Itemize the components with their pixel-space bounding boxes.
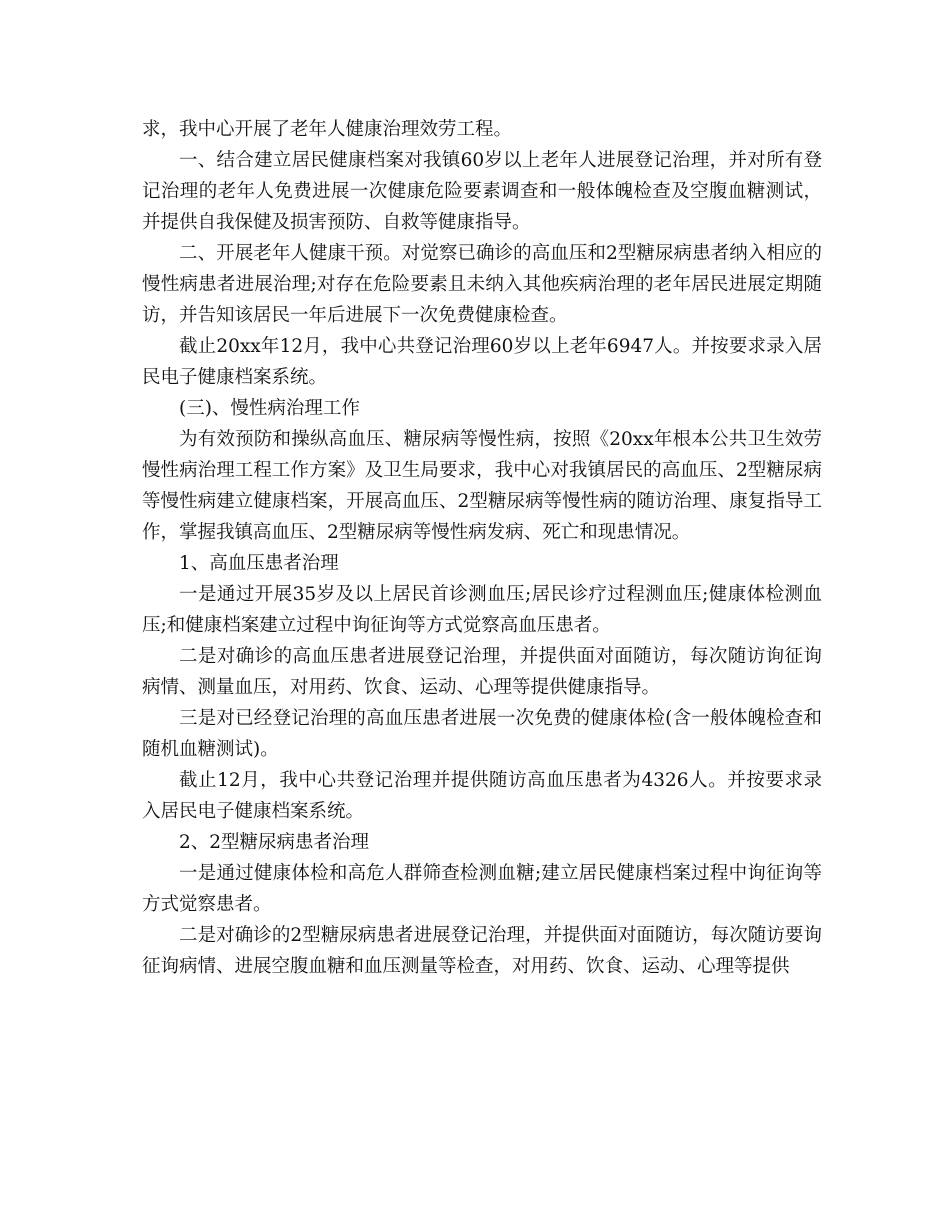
document-page xyxy=(142,114,822,982)
paragraph-8: 一是通过开展35岁及以上居民首诊测血压;居民诊疗过程测血压;健康体检测血压;和健康档案建立过程中询征询等方式觉察高血压患者。 xyxy=(142,584,822,636)
paragraph-4: 截止20xx年12月，我中心共登记治理60岁以上老年6947人。并按要求录入居民电子健康档案系统。 xyxy=(142,336,822,388)
paragraph-13: 一是通过健康体检和高危人群筛查检测血糖;建立居民健康档案过程中询征询等方式觉察患者。 xyxy=(142,863,822,915)
paragraph-6: 为有效预防和操纵高血压、糖尿病等慢性病，按照《20xx年根本公共卫生效劳慢性病治理工程工作方案》及卫生局要求，我中心对我镇居民的高血压、2型糖尿病等慢性病建立健康档案，开展高血压、2型糖尿病等慢性病的随访治理、康复指导工作，掌握我镇高血压、2型糖尿病等慢性病发病、死亡和现患情况。 xyxy=(142,429,822,543)
paragraph-3: 二、开展老年人健康干预。对觉察已确诊的高血压和2型糖尿病患者纳入相应的慢性病患者进展治理;对存在危险要素且未纳入其他疾病治理的老年居民进展定期随访，并告知该居民一年后进展下一次免费健康检查。 xyxy=(142,243,822,326)
paragraph-2: 一、结合建立居民健康档案对我镇60岁以上老年人进展登记治理，并对所有登记治理的老年人免费进展一次健康危险要素调查和一般体魄检查及空腹血糖测试，并提供自我保健及损害预防、自救等健康指导。 xyxy=(142,150,822,233)
paragraph-1: 求，我中心开展了老年人健康治理效劳工程。 xyxy=(142,119,513,140)
section-heading-chronic-disease: (三)、慢性病治理工作 xyxy=(179,398,360,419)
paragraph-10: 三是对已经登记治理的高血压患者进展一次免费的健康体检(含一般体魄检查和随机血糖测试)。 xyxy=(142,708,822,760)
paragraph-11: 截止12月，我中心共登记治理并提供随访高血压患者为4326人。并按要求录入居民电子健康档案系统。 xyxy=(142,770,822,822)
subheading-diabetes: 2、2型糖尿病患者治理 xyxy=(179,832,370,853)
paragraph-14: 二是对确诊的2型糖尿病患者进展登记治理，并提供面对面随访，每次随访要询征询病情、进展空腹血糖和血压测量等检查，对用药、饮食、运动、心理等提供 xyxy=(142,925,822,977)
paragraph-9: 二是对确诊的高血压患者进展登记治理，并提供面对面随访，每次随访询征询病情、测量血压，对用药、饮食、运动、心理等提供健康指导。 xyxy=(142,646,822,698)
subheading-hypertension: 1、高血压患者治理 xyxy=(179,553,339,574)
